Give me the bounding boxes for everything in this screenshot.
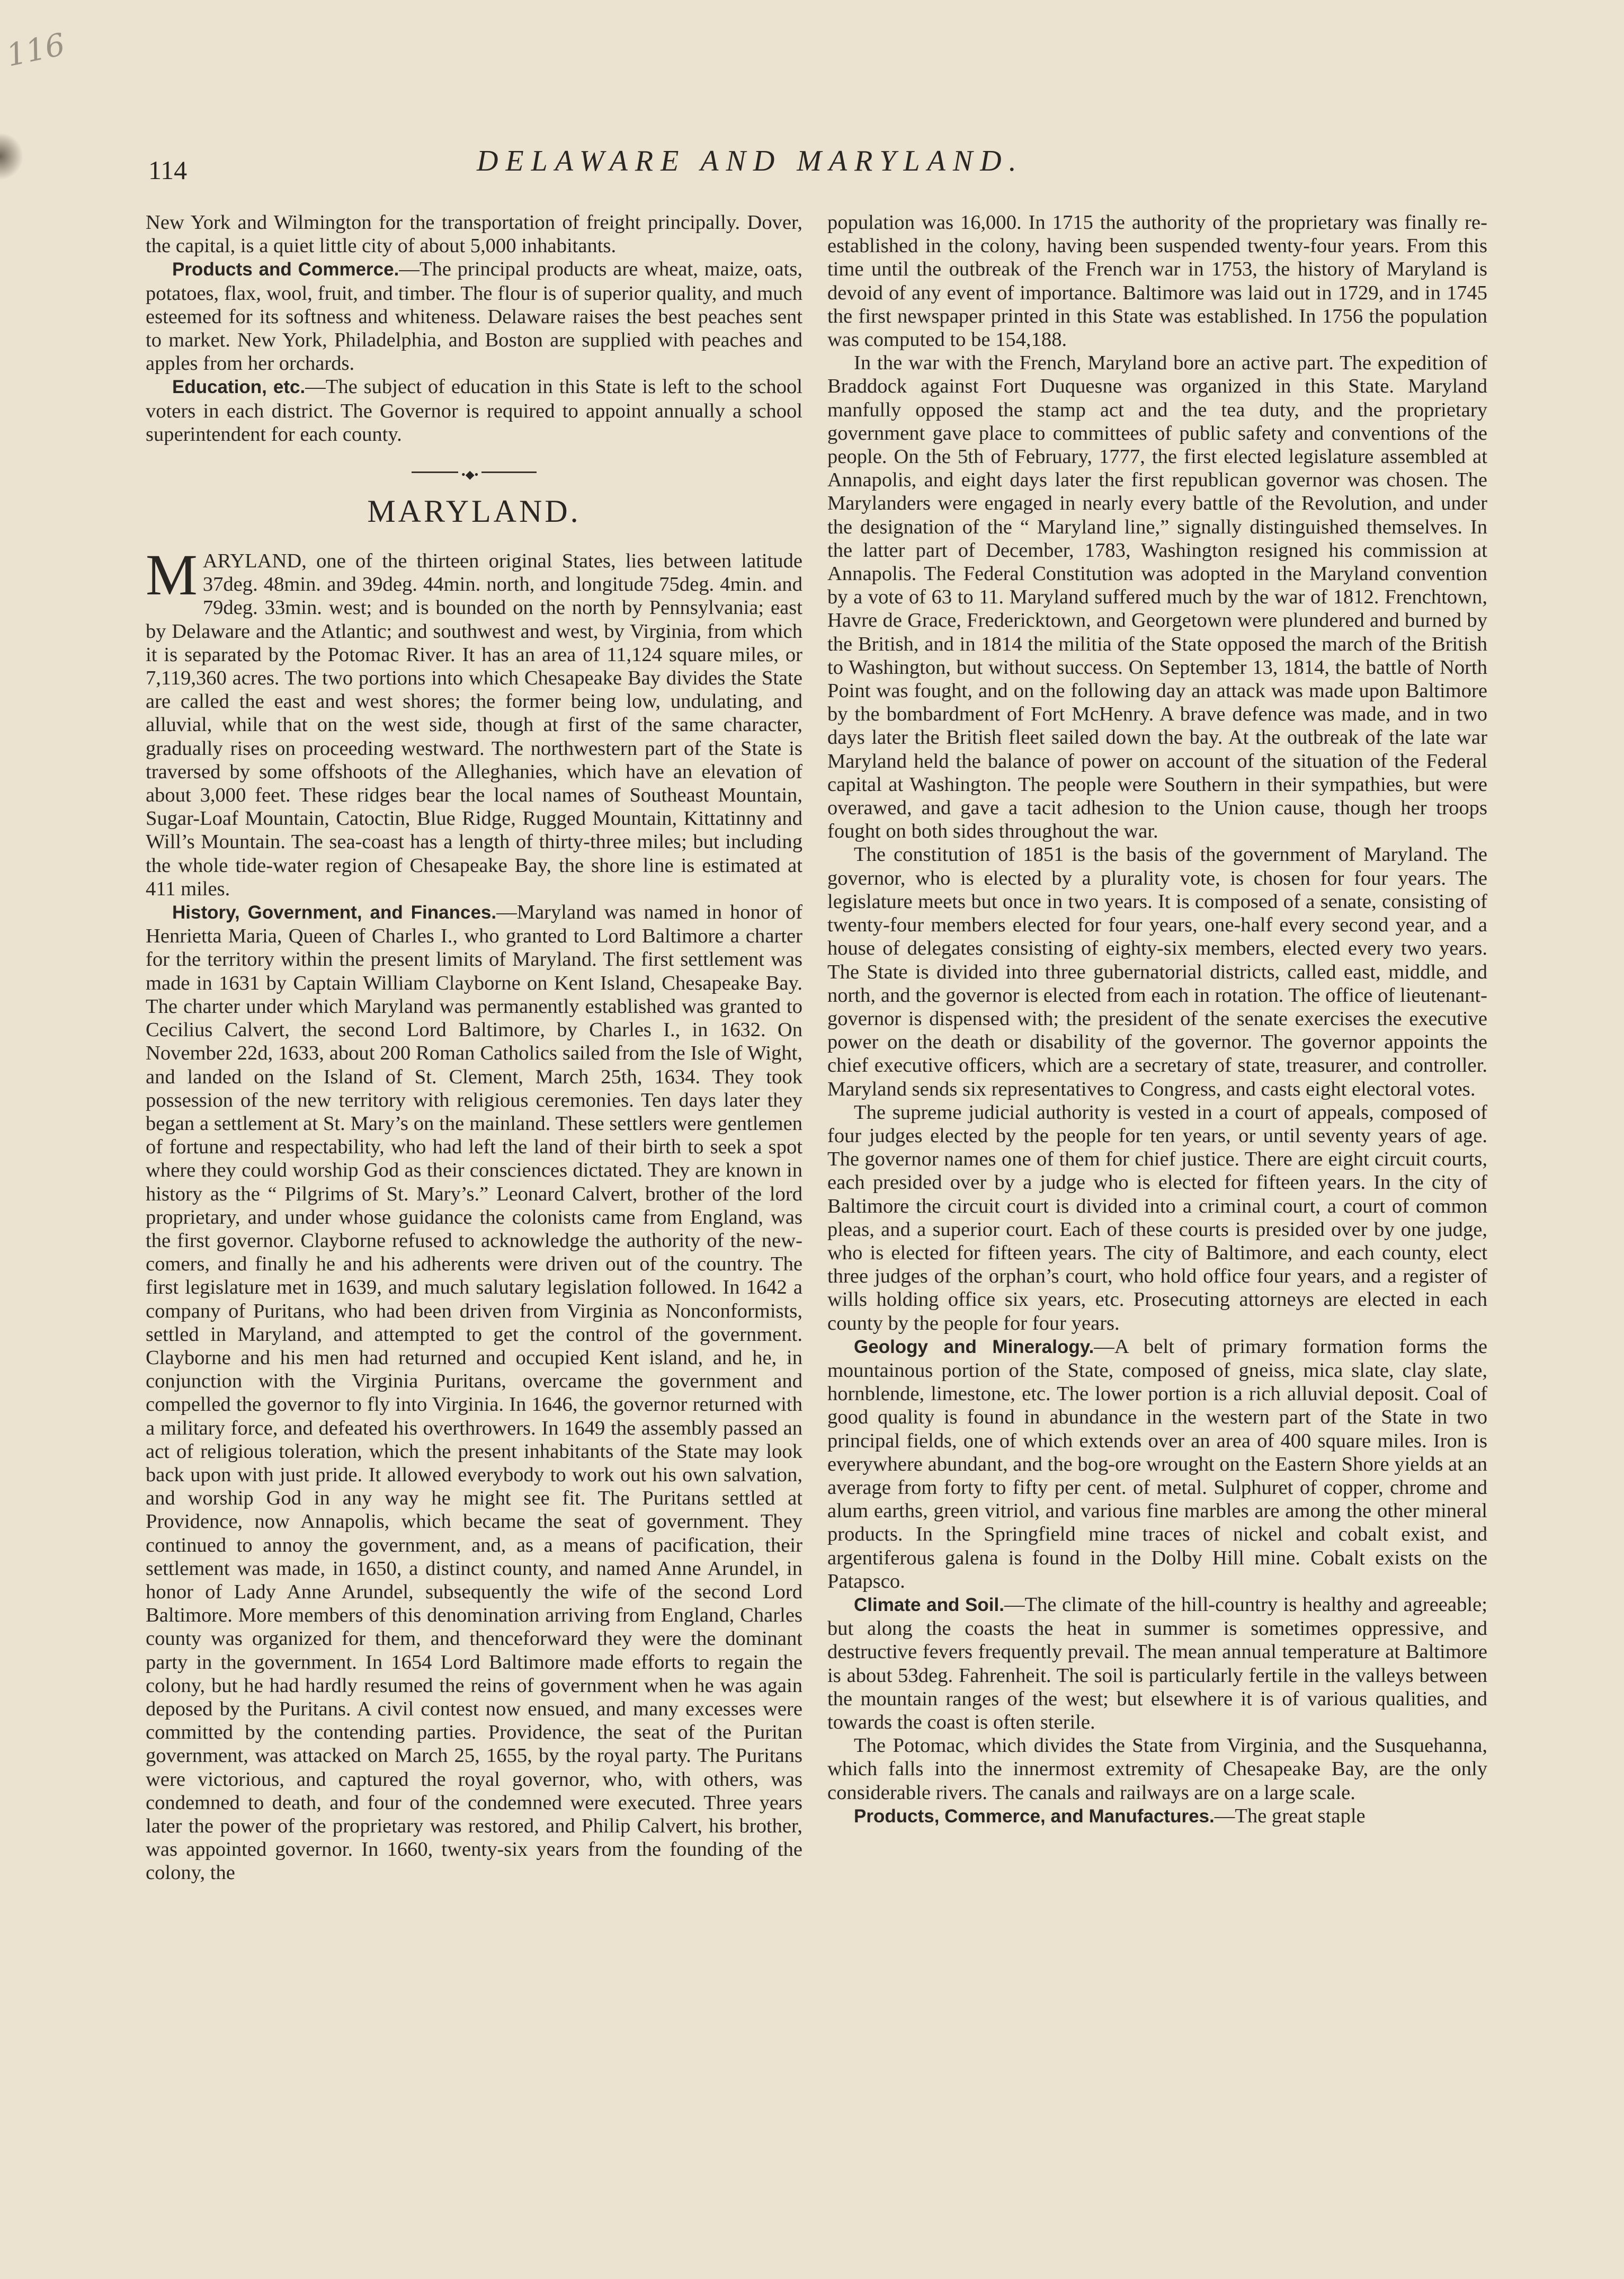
paragraph-text: —A belt of primary formation forms the mountainous portion of the State, composed of gneiss, mica slate, clay slate, hornblende, limestone, etc. The lower portion is a rich alluvial deposit. Coal of good quality is found in abundance in the western part of the State in two principal fields, one of which extends over an area of 400 square miles. Iron is everywhere abundant, and the bog-ore wrought on the Eastern Shore yields at an average from forty to fifty per cent. of metal. Sulphuret of copper, chrome and alum earths, green vitriol, and various fine marbles are among the other mineral products. In the Springfield mine traces of nickel and cobalt exist, and argentiferous galena is found in the Dolby Hill mine. Cobalt exists on the Patapsco. [827,1335,1487,1592]
running-head: DELAWARE AND MARYLAND. [477,145,1024,177]
run-in-heading: History, Government, and Finances. [172,902,497,923]
paragraph-text: —The great staple [1214,1804,1366,1827]
run-in-heading: Products and Commerce. [172,259,399,280]
paragraph-text: —The subject of education in this State is left to the school voters in each district. The Governor is required to appoint annually a school superintendent for each county. [146,376,802,446]
run-in-heading: Geology and Mineralogy. [854,1336,1094,1357]
page-number: 114 [148,155,188,185]
left-column [146,211,802,1885]
paragraph-climate [827,1593,1487,1734]
paragraph-history [146,901,802,1885]
paragraph-constitution: The constitution of 1851 is the basis of the government of Maryland. The governor, who is elected by a plurality vote, is chosen for four years. The legislature meets but once in two years. It is composed of a senate, consisting of twenty-four members elected for four years, one-half every second year, and a house of delegates consisting of eighty-six members, elected every two years. The State is divided into three gubernatorial districts, called east, middle, and north, and the governor is elected from each in rotation. The office of lieutenant-governor is dispensed with; the president of the senate exercises the executive power on the death or disability of the governor. The governor appoints the chief executive officers, which are a secretary of state, treasurer, and controller. Maryland sends six representatives to Congress, and casts eight electoral votes. [827,843,1487,1100]
paragraph-products [146,257,802,375]
ornamental-rule [412,471,537,473]
paragraph-war: In the war with the French, Maryland bore an active part. The expedition of Braddock against Fort Duquesne was organized in this State. Maryland manfully opposed the stamp act and the tea duty, and the proprietary government gave place to committees of public safety and conventions of the people. On the 5th of February, 1777, the first elected legislature assembled at Annapolis, and eight days later the first republican governor was chosen. The Marylanders were engaged in nearly every battle of the Revolution, and under the designation of the “ Maryland line,” signally distinguished themselves. In the latter part of December, 1783, Washington resigned his commission at Annapolis. The Federal Constitution was adopted in the Maryland convention by a vote of 63 to 11. Maryland suffered much by the war of 1812. Frenchtown, Havre de Grace, Fredericktown, and Georgetown were plundered and burned by the British, and in 1814 the militia of the State opposed the march of the British to Washington, but without success. On September 13, 1814, the battle of North Point was fought, and on the following day an attack was made upon Baltimore by the bombardment of Fort McHenry. A brave defence was made, and in two days later the British fleet sailed down the bay. At the outbreak of the late war Maryland held the balance of power on account of the situation of the Federal capital at Washington. The people were Southern in their sympathies, but were overawed, and gave a tacit adhesion to the Union cause, though her troops fought on both sides throughout the war. [827,352,1487,843]
paragraph-text: ARYLAND, one of the thirteen original States, lies between latitude 37deg. 48min. and 39deg. 44min. north, and longitude 75deg. 4min. and 79deg. 33min. west; and is bounded on the north by Pennsylvania; east by Delaware and the Atlantic; and southwest and west, by Virginia, from which it is separated by the Potomac River. It has an area of 11,124 square miles, or 7,119,360 acres. The two portions into which Chesapeake Bay divides the State are called the east and west shores; the former being low, undulating, and alluvial, while that on the west side, though at first of the same character, gradually rises on proceeding westward. The northwestern part of the State is traversed by some offshoots of the Alleghanies, which have an elevation of about 3,000 feet. These ridges bear the local names of Southeast Mountain, Sugar-Loaf Mountain, Catoctin, Blue Ridge, Rugged Mountain, Kittatinny and Will’s Mountain. The sea-coast has a length of thirty-three miles; but including the whole tide-water region of Chesapeake Bay, the shore line is estimated at 411 miles. [146,550,802,900]
run-in-heading: Products, Commerce, and Manufactures. [854,1805,1215,1827]
section-title: MARYLAND. [367,494,581,529]
right-column [827,211,1487,1828]
paragraph-judicial: The supreme judicial authority is vested in a court of appeals, composed of four judges elected by the people for ten years, or until seventy years of age. The governor names one of them for chief justice. There are eight circuit courts, each presided over by a judge who is elected for fifteen years. In the city of Baltimore the circuit court is divided into a criminal court, a court of common pleas, and a superior court. Each of these courts is presided over by one judge, who is elected for fifteen years. The city of Baltimore, and each county, elect three judges of the orphan’s court, who hold office four years, and a register of wills holding office six years, etc. Prosecuting attorneys are elected in each county by the people for four years. [827,1101,1487,1334]
paragraph-text: —Maryland was named in honor of Henrietta Maria, Queen of Charles I., who granted to Lord Baltimore a charter for the territory within the present limits of Maryland. The first settlement was made in 1631 by Captain William Clayborne on Kent Island, Chesapeake Bay. The charter under which Maryland was permanently established was granted to Cecilius Calvert, the second Lord Baltimore, by Charles I., in 1632. On November 22d, 1633, about 200 Roman Catholics sailed from the Isle of Wight, and landed on the Island of St. Clement, March 25th, 1634. They took possession of the new territory with religious ceremonies. Ten days later they began a settlement at St. Mary’s on the mainland. These settlers were gentlemen of fortune and respectability, who had left the land of their birth to seek a spot where they could worship God as their consciences dictated. They are known in history as the “ Pilgrims of St. Mary’s.” Leonard Calvert, brother of the lord proprietary, and under whose guidance the colonists came from England, was the first governor. Clayborne refused to acknowledge the authority of the new-comers, and finally he and his adherents were driven out of the country. The first legislature met in 1639, and much salutary legislation followed. In 1642 a company of Puritans, who had been driven from Virginia as Nonconformists, settled in Maryland, and attempted to get the control of the government. Clayborne and his men had returned and occupied Kent island, and he, in conjunction with the Virginia Puritans, overcame the government and compelled the governor to fly into Virginia. In 1646, the governor returned with a military force, and defeated his overthrowers. In 1649 the assembly passed an act of religious toleration, which the present inhabitants of the State may look back upon with just pride. It allowed everybody to work out his own salvation, and worship God in any way he might see fit. The Puritans settled at Providence, now Annapolis, which became the seat of government. They continued to annoy the government, and, as a means of pacification, their settlement was made, in 1650, a distinct county, and named Anne Arundel, in honor of Lady Anne Arundel, subsequently the wife of the second Lord Baltimore. More members of this denomination arriving from England, Charles county was organized for them, and thenceforward they were the dominant party in the government. In 1654 Lord Baltimore made efforts to regain the colony, but he had hardly resumed the reins of government when he was again deposed by the Puritans. A civil contest now ensued, and many excesses were committed by the contending parties. Providence, the seat of the Puritan government, was attacked on March 25, 1655, by the royal party. The Puritans were victorious, and captured the royal governor, who, with others, was condemned to death, and four of the condemned were executed. Three years later the power of the proprietary was restored, and Philip Calvert, his brother, was appointed governor. In 1660, twenty-six years from the founding of the colony, the [146,901,802,1884]
paragraph-rivers: The Potomac, which divides the State from Virginia, and the Susquehanna, which falls into the innermost extremity of Chesapeake Bay, are the only considerable rivers. The canals and railways are on a large scale. [827,1734,1487,1804]
run-in-heading: Climate and Soil. [854,1594,1004,1615]
paragraph: population was 16,000. In 1715 the authority of the proprietary was finally re-established in the colony, having been suspended twenty-four years. From this time until the outbreak of the French war in 1753, the history of Maryland is devoid of any event of importance. Baltimore was laid out in 1729, and in 1745 the first newspaper printed in this State was established. In 1756 the population was computed to be 154,188. [827,211,1487,351]
drop-cap: M [146,542,198,608]
paragraph-products-md [827,1804,1487,1828]
paragraph-geology [827,1335,1487,1593]
paragraph-text: —The climate of the hill-country is healthy and agreeable; but along the coasts the heat in summer is sometimes oppressive, and destructive fevers frequently prevail. The mean annual temperature at Baltimore is about 53deg. Fahrenheit. The soil is particularly fertile in the valleys between the mountain ranges of the west; but elsewhere it is of various qualities, and towards the coast is often sterile. [827,1593,1487,1733]
ornamental-divider [146,471,802,473]
paragraph-education [146,375,802,446]
pencil-margin-note: 116 [3,26,68,74]
paragraph: New York and Wilmington for the transportation of freight principally. Dover, the capital, is a quiet little city of about 5,000 inhabitants. [146,211,802,257]
paragraph-text: —The principal products are wheat, maize, oats, potatoes, flax, wool, fruit, and timber. The flour is of superior quality, and much esteemed for its softness and whiteness. Delaware raises the best peaches sent to market. New York, Philadelphia, and Boston are supplied with peaches and apples from her orchards. [146,258,802,375]
page-smudge [0,132,23,180]
paragraph-intro [146,542,802,901]
run-in-heading: Education, etc. [172,377,306,398]
